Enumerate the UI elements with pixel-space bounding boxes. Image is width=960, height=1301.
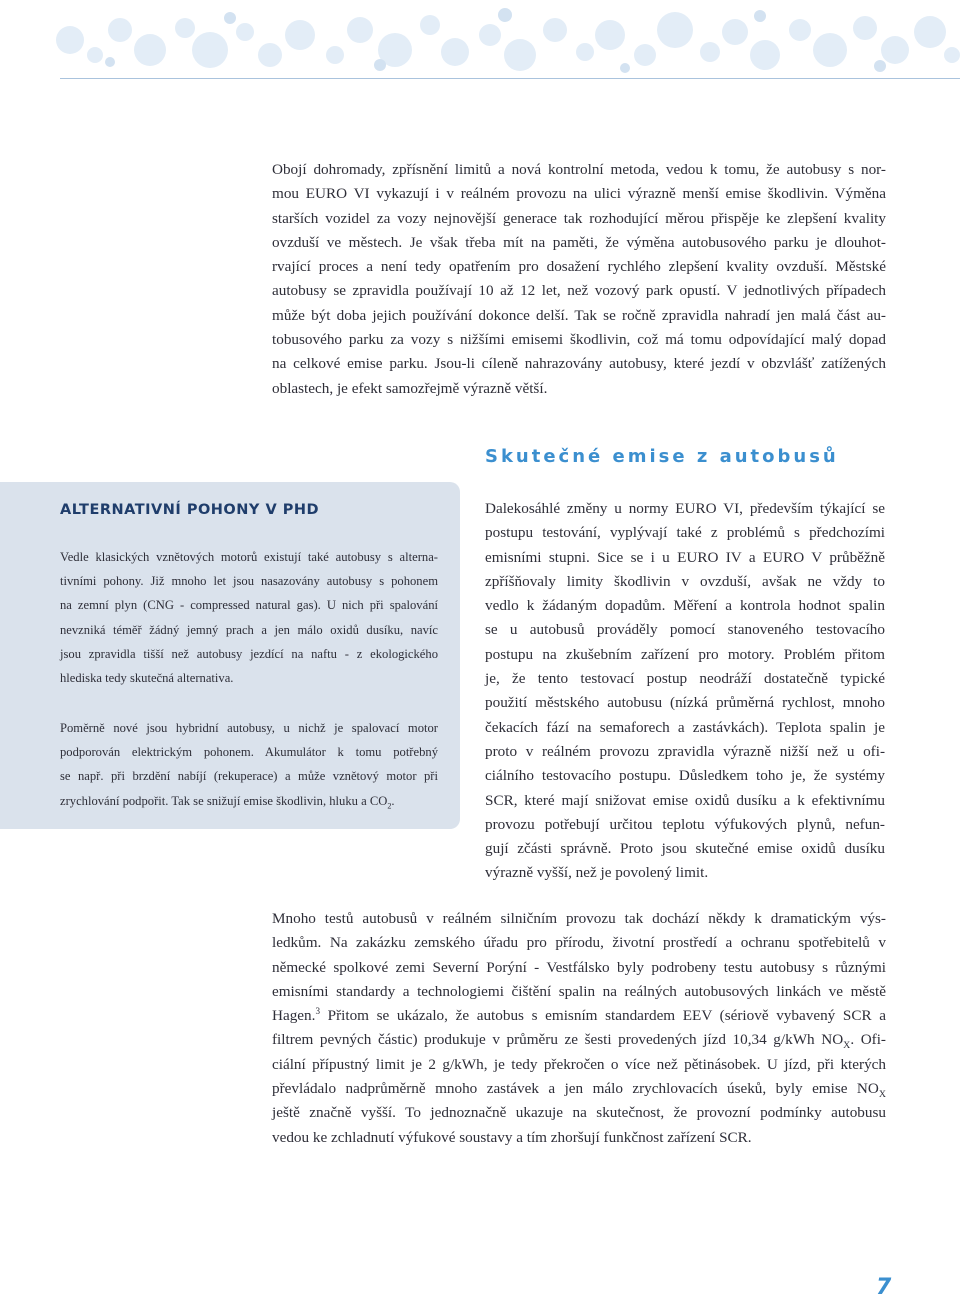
text-line: postupu na zkušebním zařízení pro motory. Problém přitom: [485, 645, 885, 663]
text-run: filtrem pevných částic) produkuje v průměru ze šesti provedených jízd 10,34 g/kWh NO: [272, 1031, 844, 1049]
header-bubble-decoration: [0, 0, 960, 80]
text-line: může být doba jejich používání dokonce delší. Tak se ročně zpravidla nahradí jen malá část au-: [272, 306, 886, 324]
text-line: emisními stupni. Sice se i u EURO IV a EURO V průběžně: [485, 548, 885, 566]
text-line: gují zčásti správně. Proto jsou skutečné emise oxidů dusíku: [485, 840, 885, 858]
text-line: rvající proces a není tedy opatřením pro dosažení rychlého zlepšení kvality ovzduší. Městské: [272, 258, 886, 276]
text-line: oblastech, je efekt samozřejmě výrazně větší.: [272, 379, 548, 397]
text-line: ještě značně vyšší. To jednoznačně ukazuje na skutečnost, že provozní podmínky autobusu: [272, 1104, 886, 1122]
text-line: nevzniká téměř žádný jemný prach a jen málo oxidů dusíku, navíc: [60, 622, 438, 637]
text-line: mou EURO VI vykazují i v reálném provozu na ulici výrazně menší emise škodlivin. Výměna: [272, 185, 886, 203]
text-line: vedou ke zchladnutí výfukové soustavy a tím zhoršují funkčnost zařízení SCR.: [272, 1128, 752, 1146]
text-line: se např. při brzdění nabíjí (rekuperace) a může vznětový motor při: [60, 769, 438, 784]
text-line: na celkové emise parku. Jsou-li cíleně nahrazovány autobusy, které jezdí v obzvlášť zatížených: [272, 355, 886, 373]
sidebar-paragraph-cng: [60, 545, 438, 690]
text-line: proto v reálném provozu zpravidla výrazně nižší než u ofi-: [485, 742, 885, 760]
text-line: tivními pohony. Již mnoho let jsou nasazovány autobusy s pohonem: [60, 574, 438, 589]
sidebar-title: ALTERNATIVNÍ POHONY V PHD: [60, 502, 320, 518]
text-line: postupu testování, vyplývají také z problémů s předchozími: [485, 524, 885, 542]
text-line: čekacích fází na semaforech a zastávkách). Teplota spalin je: [485, 718, 885, 736]
text-line: podporován elektrickým pohonem. Akumulátor k tomu potřebný: [60, 745, 438, 760]
text-line: SCR, které mají snižovat emise oxidů dusíku a k efektivnímu: [485, 791, 885, 809]
text-line: [272, 1004, 886, 1028]
text-line: ciálního testovacího postupu. Důsledkem toho je, že systémy: [485, 767, 885, 785]
text-line: [272, 1077, 886, 1101]
section-paragraph: [485, 497, 885, 886]
text-line: na zemní plyn (CNG - compressed natural gas). U nich při spalování: [60, 598, 438, 613]
text-line: provozu potřebují určitou teplotu výfukových plynů, nefun-: [485, 815, 885, 833]
text-line: Poměrně nové jsou hybridní autobusy, u nichž je spalovací motor: [60, 721, 438, 735]
text-line: Mnoho testů autobusů v reálném silničním provozu tak dochází někdy k dramatickým výs-: [272, 910, 886, 927]
text-line: se u autobusů prováděly pomocí stanoveného testovacího: [485, 621, 885, 639]
text-line: Dalekosáhlé změny u normy EURO VI, především týkající se: [485, 500, 885, 517]
text-line: Vedle klasických vznětových motorů existují také autobusy s alterna-: [60, 550, 438, 564]
section-heading: Skutečné emise z autobusů: [485, 446, 839, 467]
text-run: . Ofi-: [850, 1031, 886, 1049]
text-line: německé spolkové zemi Severní Porýní - Vestfálsko byly podrobeny testu autobusy s různými: [272, 958, 886, 976]
text-line: starších vozidel za vozy nejnovější generace tak rozhodující měrou přispěje ke zlepšení kvality: [272, 209, 886, 227]
closing-paragraph: [272, 907, 886, 1150]
text-line: je, že tento testovací postup neodráží dostatečně typické: [485, 670, 885, 688]
text-line: výrazně vyšší, než je povolený limit.: [485, 864, 709, 882]
subscript: X: [843, 1040, 851, 1052]
subscript: 2: [387, 801, 392, 811]
text-run: Hagen.: [272, 1007, 316, 1025]
text-line: ledkům. Na zakázku zemského úřadu pro přírodu, životní prostředí a ochranu spotřebitelů v: [272, 934, 886, 952]
text-line: vedlo k žádaným dopadům. Měření a kontrola hodnot spalin: [485, 597, 885, 615]
subscript: X: [878, 1089, 886, 1101]
footnote-ref: 3: [315, 1006, 320, 1017]
text-line: tobusového parku za vozy s nižšími emisemi škodlivin, což má tomu odpovídající malý dopad: [272, 331, 886, 349]
text-line: [272, 1028, 886, 1052]
text-line: autobusy se zpravidla používají 10 až 12 let, než vozový park opustí. V jednotlivých případech: [272, 282, 886, 300]
text-run: .: [391, 793, 395, 808]
text-line: ciální přípustný limit je 2 g/kWh, je tedy překročen o více než pětinásobek. U jízd, při kterých: [272, 1055, 886, 1073]
text-line: hlediska tedy skutečná alternativa.: [60, 671, 234, 686]
text-line: emisními standardy a technologiemi čištění spalin na reálných autobusových linkách ve městě: [272, 982, 886, 1000]
intro-paragraph: [272, 158, 886, 401]
text-line: zpříšňovaly limity škodlivin v ovzduší, avšak ne vždy to: [485, 572, 885, 590]
text-line: Obojí dohromady, zpřísnění limitů a nová kontrolní metoda, vedou k tomu, že autobusy s nor-: [272, 161, 886, 178]
text-run: převládalo nadprůměrně mnoho zastávek a jen málo zrychlovacích úseků, byly emise NO: [272, 1080, 879, 1098]
page-number: 7: [876, 1275, 892, 1300]
text-line: ovzduší ve městech. Je však třeba mít na paměti, že výměna autobusového parku je dlouhot-: [272, 233, 886, 251]
text-run: zrychlování podpořit. Tak se snižují emise škodlivin, hluku a CO: [60, 793, 388, 808]
text-line: jsou zpravidla tišší než autobusy jezdící na naftu - z ekologického: [60, 646, 438, 661]
text-line: použití městského autobusu (nízká průměrná rychlost, mnoho: [485, 694, 885, 712]
text-run: Přitom se ukázalo, že autobus s emisním standardem EEV (sériově vybavený SCR a: [320, 1007, 886, 1025]
header-rule: [60, 78, 960, 79]
sidebar-paragraph-hybrid: [60, 716, 438, 813]
text-line: [60, 789, 438, 813]
